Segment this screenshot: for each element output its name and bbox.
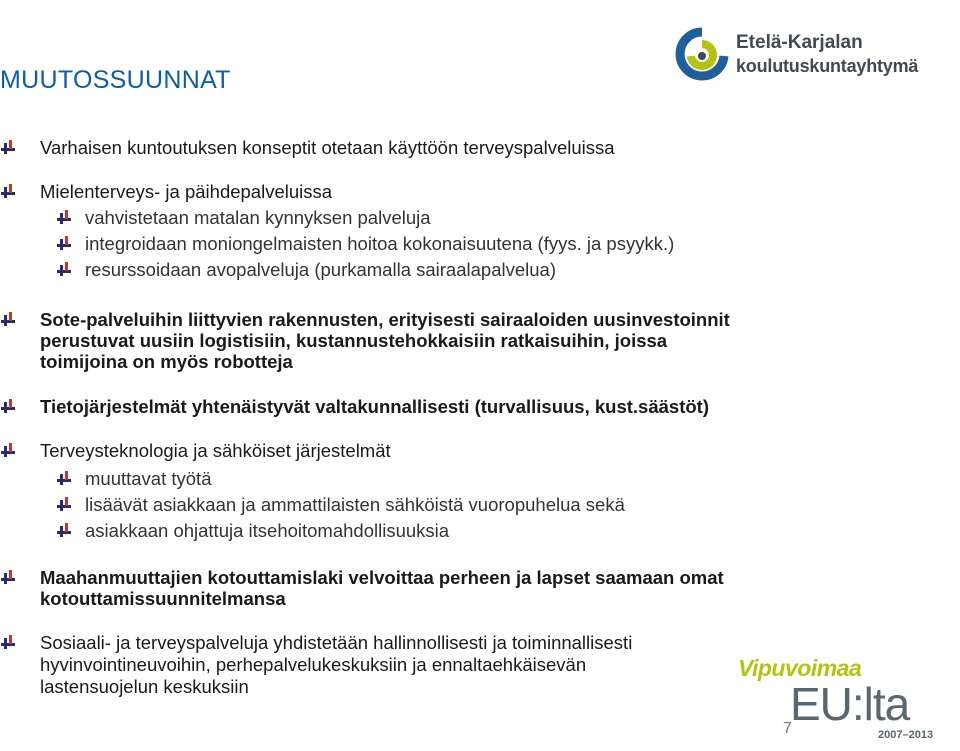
bullet-icon [0,634,17,651]
item-text-line-2: perustuvat uusiin logistisiin, kustannustehokkaisiin ratkaisuihin, joissa [40,330,668,351]
bullet-icon [0,311,17,328]
page-number: 7 [783,720,792,737]
item-text: Mielenterveys- ja päihdepalveluissa [40,181,333,202]
organization-logo [672,26,952,88]
bullet-icon [0,183,17,200]
item-text: Varhaisen kuntoutuksen konseptit otetaan käyttöön terveyspalveluissa [40,137,615,158]
item-text-line-1: Maahanmuuttajien kotouttamislaki velvoittaa perheen ja lapset saamaan omat [40,567,724,588]
eu-funding-logo [738,655,958,747]
sub-bullet-icon [56,496,73,513]
sub-bullet-icon [56,235,73,252]
logo-line-1: Etelä-Karjalan [736,32,863,53]
item-text: Terveysteknologia ja sähköiset järjestelmät [40,440,391,461]
sub-item-text: integroidaan moniongelmaisten hoitoa kokonaisuutena (fyys. ja psyykk.) [85,233,675,254]
sub-item-text: vahvistetaan matalan kynnyksen palveluja [85,207,431,228]
eu-logo-tagline: Vipuvoimaa [738,655,862,681]
eu-logo-years: 2007–2013 [878,729,934,741]
sub-bullet-icon [56,522,73,539]
sub-bullet-icon [56,209,73,226]
sub-item-text: asiakkaan ohjattuja itsehoitomahdollisuuksia [85,520,450,541]
ekky-logo-icon [672,26,732,86]
item-text-line-1: Sote-palveluihin liittyvien rakennusten, erityisesti sairaaloiden uusinvestoinnit [40,309,730,330]
bullet-icon [0,398,17,415]
item-text-line-2: kotouttamissuunnitelmansa [40,588,286,609]
bullet-icon [0,569,17,586]
sub-bullet-icon [56,261,73,278]
sub-bullet-icon [56,470,73,487]
item-text-line-3: toimijoina on myös robotteja [40,351,293,372]
sub-item-text: muuttavat työtä [85,468,212,489]
bullet-icon [0,139,17,156]
item-text: Tietojärjestelmät yhtenäistyvät valtakunnallisesti (turvallisuus, kust.säästöt) [40,396,709,417]
sub-item-text: resurssoidaan avopalveluja (purkamalla sairaalapalvelua) [85,259,556,280]
sub-item-text: lisäävät asiakkaan ja ammattilaisten sähköistä vuoropuhelua sekä [85,494,625,515]
page-title: MUUTOSSUUNNAT [0,66,231,94]
item-text-line-3: lastensuojelun keskuksiin [40,676,249,697]
eu-logo-text: EU:lta [790,678,910,730]
item-text-line-2: hyvinvointineuvoihin, perhepalvelukeskuksiin ja ennaltaehkäisevän [40,654,587,675]
logo-line-2: koulutuskuntayhtymä [736,56,919,76]
item-text-line-1: Sosiaali- ja terveyspalveluja yhdistetään hallinnollisesti ja toiminnallisesti [40,632,633,653]
bullet-icon [0,442,17,459]
